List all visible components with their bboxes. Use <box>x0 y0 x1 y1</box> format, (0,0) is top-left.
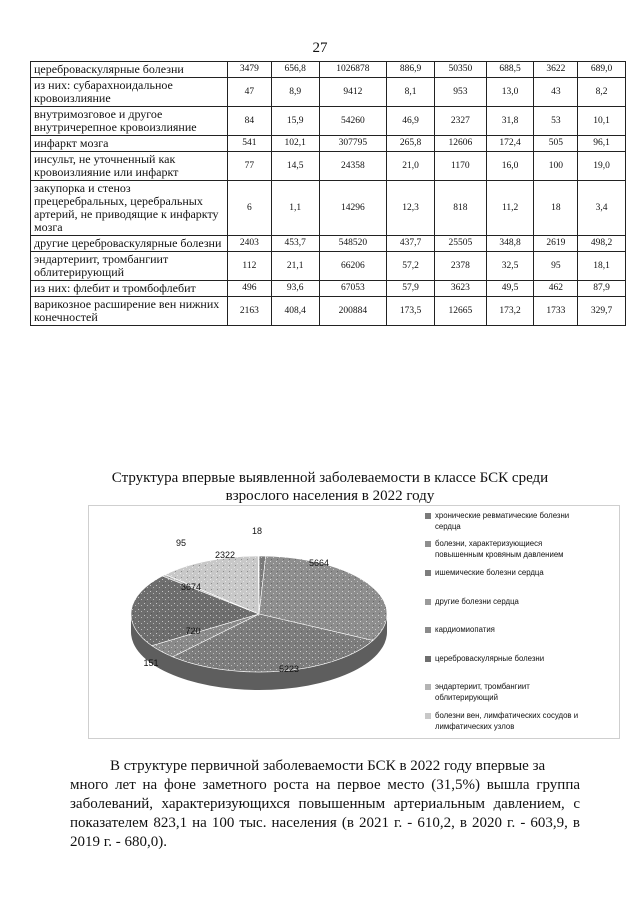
chart-title <box>60 469 600 505</box>
cell-value: 57,2 <box>387 252 435 281</box>
cell-value: 19,0 <box>578 152 626 181</box>
cell-value: 18,1 <box>578 252 626 281</box>
legend-item <box>425 538 615 560</box>
legend-label: болезни, характеризующиеся повышенным кровяным давлением <box>435 539 564 559</box>
cell-value: 2327 <box>434 107 486 136</box>
table-row <box>31 152 626 181</box>
pie-data-label: 95 <box>175 538 187 548</box>
legend-item <box>425 681 615 703</box>
cell-value: 67053 <box>319 281 387 297</box>
cell-value: 49,5 <box>486 281 534 297</box>
pie-data-label: 18 <box>251 526 263 536</box>
cell-value: 57,9 <box>387 281 435 297</box>
cell-value: 172,4 <box>486 136 534 152</box>
page-number: 27 <box>312 40 328 56</box>
legend-swatch <box>425 541 431 547</box>
legend-item <box>425 653 615 664</box>
cell-value: 3623 <box>434 281 486 297</box>
pie-data-label: 5223 <box>278 664 300 674</box>
table-row <box>31 107 626 136</box>
cell-value: 16,0 <box>486 152 534 181</box>
cell-value: 200884 <box>319 297 387 326</box>
cell-value: 453,7 <box>271 236 319 252</box>
cell-value: 3,4 <box>578 181 626 236</box>
cell-value: 95 <box>534 252 578 281</box>
cell-value: 14296 <box>319 181 387 236</box>
table-row <box>31 78 626 107</box>
legend-swatch <box>425 627 431 633</box>
table-row <box>31 181 626 236</box>
cell-value: 25505 <box>434 236 486 252</box>
cell-value: 100 <box>534 152 578 181</box>
table-row <box>31 281 626 297</box>
cell-value: 1026878 <box>319 62 387 78</box>
legend-swatch <box>425 570 431 576</box>
row-label: эндартериит, тромбангиит облитерирующий <box>31 252 228 281</box>
cell-value: 12665 <box>434 297 486 326</box>
cell-value: 496 <box>228 281 272 297</box>
cell-value: 31,8 <box>486 107 534 136</box>
cell-value: 12606 <box>434 136 486 152</box>
cell-value: 11,2 <box>486 181 534 236</box>
cell-value: 93,6 <box>271 281 319 297</box>
cell-value: 18 <box>534 181 578 236</box>
cell-value: 102,1 <box>271 136 319 152</box>
cell-value: 173,2 <box>486 297 534 326</box>
legend-label: кардиомиопатия <box>435 625 495 634</box>
cell-value: 2163 <box>228 297 272 326</box>
legend-swatch <box>425 513 431 519</box>
cell-value: 2378 <box>434 252 486 281</box>
legend-item <box>425 510 615 532</box>
cell-value: 408,4 <box>271 297 319 326</box>
legend-label: хронические ревматические болезни сердца <box>435 511 570 531</box>
cell-value: 2403 <box>228 236 272 252</box>
legend-item <box>425 567 615 578</box>
cell-value: 8,9 <box>271 78 319 107</box>
pie-data-label: 2322 <box>214 550 236 560</box>
cell-value: 462 <box>534 281 578 297</box>
row-label: из них: субарахноидальное кровоизлияние <box>31 78 228 107</box>
chart-title-line2: взрослого населения в 2022 году <box>225 488 435 504</box>
pie-chart <box>89 506 419 738</box>
cell-value: 24358 <box>319 152 387 181</box>
cell-value: 886,9 <box>387 62 435 78</box>
cell-value: 43 <box>534 78 578 107</box>
cell-value: 688,5 <box>486 62 534 78</box>
cell-value: 3622 <box>534 62 578 78</box>
cell-value: 9412 <box>319 78 387 107</box>
row-label: инфаркт мозга <box>31 136 228 152</box>
cell-value: 541 <box>228 136 272 152</box>
cell-value: 21,0 <box>387 152 435 181</box>
cell-value: 498,2 <box>578 236 626 252</box>
cell-value: 87,9 <box>578 281 626 297</box>
body-paragraph <box>70 757 580 852</box>
statistics-table <box>30 61 626 326</box>
legend-label: цереброваскулярные болезни <box>435 654 545 663</box>
cell-value: 47 <box>228 78 272 107</box>
cell-value: 953 <box>434 78 486 107</box>
cell-value: 265,8 <box>387 136 435 152</box>
cell-value: 50350 <box>434 62 486 78</box>
legend-label: эндартериит, тромбангиит облитерирующий <box>435 682 530 702</box>
cell-value: 77 <box>228 152 272 181</box>
cell-value: 2619 <box>534 236 578 252</box>
cell-value: 437,7 <box>387 236 435 252</box>
chart-title-line1: Структура впервые выявленной заболеваемости в классе БСК среди <box>111 470 549 486</box>
cell-value: 8,2 <box>578 78 626 107</box>
legend-item <box>425 596 615 607</box>
body-first-line: В структуре первичной заболеваемости БСК в 2022 году впервые за <box>110 758 546 774</box>
cell-value: 32,5 <box>486 252 534 281</box>
cell-value: 6 <box>228 181 272 236</box>
pie-data-label: 720 <box>185 626 201 636</box>
table-row <box>31 252 626 281</box>
cell-value: 15,9 <box>271 107 319 136</box>
cell-value: 54260 <box>319 107 387 136</box>
pie-chart-frame <box>88 505 620 739</box>
cell-value: 12,3 <box>387 181 435 236</box>
legend-swatch <box>425 599 431 605</box>
row-label: инсульт, не уточненный как кровоизлияние или инфаркт <box>31 152 228 181</box>
cell-value: 21,1 <box>271 252 319 281</box>
cell-value: 13,0 <box>486 78 534 107</box>
row-label: внутримозговое и другое внутричерепное кровоизлияние <box>31 107 228 136</box>
cell-value: 84 <box>228 107 272 136</box>
legend-swatch <box>425 656 431 662</box>
row-label: закупорка и стеноз прецеребральных, церебральных артерий, не приводящие к инфаркту мозга <box>31 181 228 236</box>
pie-data-label: 151 <box>143 658 159 668</box>
legend-label: другие болезни сердца <box>435 597 519 606</box>
cell-value: 14,5 <box>271 152 319 181</box>
row-label: варикозное расширение вен нижних конечностей <box>31 297 228 326</box>
legend-swatch <box>425 713 431 719</box>
cell-value: 112 <box>228 252 272 281</box>
cell-value: 1170 <box>434 152 486 181</box>
row-label: цереброваскулярные болезни <box>31 62 228 78</box>
cell-value: 818 <box>434 181 486 236</box>
pie-data-label: 5664 <box>308 558 330 568</box>
cell-value: 1,1 <box>271 181 319 236</box>
cell-value: 10,1 <box>578 107 626 136</box>
legend-label: ишемические болезни сердца <box>435 568 544 577</box>
table-row <box>31 62 626 78</box>
legend-label: болезни вен, лимфатических сосудов и лимфатических узлов <box>435 711 579 731</box>
cell-value: 689,0 <box>578 62 626 78</box>
cell-value: 656,8 <box>271 62 319 78</box>
cell-value: 307795 <box>319 136 387 152</box>
cell-value: 348,8 <box>486 236 534 252</box>
pie-data-label: 3674 <box>180 582 202 592</box>
cell-value: 329,7 <box>578 297 626 326</box>
cell-value: 8,1 <box>387 78 435 107</box>
cell-value: 1733 <box>534 297 578 326</box>
legend-swatch <box>425 684 431 690</box>
cell-value: 66206 <box>319 252 387 281</box>
table-row <box>31 297 626 326</box>
cell-value: 173,5 <box>387 297 435 326</box>
cell-value: 53 <box>534 107 578 136</box>
cell-value: 96,1 <box>578 136 626 152</box>
body-rest: много лет на фоне заметного роста на первое место (31,5%) вышла группа заболеваний, характеризующихся повышенным артериальным давлением, с показателем 823,1 на 100 тыс. населения (в 2021 г. - 610,2, в 2020 г. - 603,9, в 2019 г. - 680,0). <box>70 777 580 850</box>
cell-value: 3479 <box>228 62 272 78</box>
row-label: другие цереброваскулярные болезни <box>31 236 228 252</box>
cell-value: 46,9 <box>387 107 435 136</box>
legend-item <box>425 624 615 635</box>
table-row <box>31 236 626 252</box>
row-label: из них: флебит и тромбофлебит <box>31 281 228 297</box>
cell-value: 548520 <box>319 236 387 252</box>
table-row <box>31 136 626 152</box>
legend-item <box>425 710 615 732</box>
cell-value: 505 <box>534 136 578 152</box>
